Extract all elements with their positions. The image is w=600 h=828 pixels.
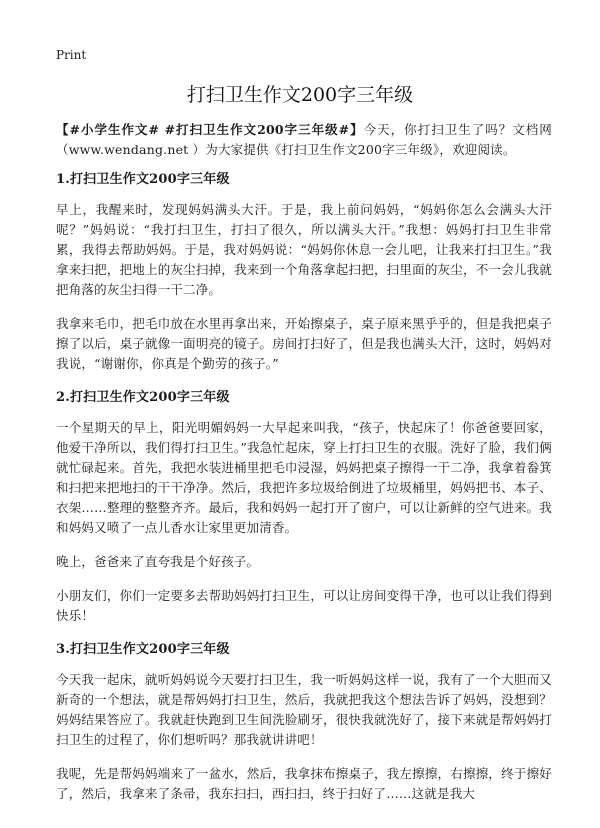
section-heading-3: 3.打扫卫生作文200字三年级 [56, 642, 230, 657]
intro-tag: 【#小学生作文# #打扫卫生作文200字三年级#】 [56, 122, 364, 137]
intro-paragraph [56, 120, 552, 160]
section-2-paragraph-1: 一个星期天的早上，阳光明媚妈妈一大早起来叫我，“孩子，快起床了！你爸爸要回家，他爱干净所以，我们得打扫卫生。”我急忙起床，穿上打扫卫生的衣服。洗好了脸，我们俩就忙碌起来。首先，我把水装进桶里把毛巾浸湿，妈妈把桌子擦得一干二净，我拿着畚箕和扫把来把地扫的干干净净。然后，我把许多垃圾给倒进了垃圾桶里，妈妈把书、本子、衣架……整理的整整齐齐。最后，我和妈妈一起打开了窗户，可以让新鲜的空气进来。我和妈妈又喷了一点儿香水让家里更加清香。 [56, 420, 552, 535]
section-1-paragraph-1: 早上，我醒来时，发现妈妈满头大汗。于是，我上前问妈妈，“妈妈你怎么会满头大汗呢？”妈妈说：“我打扫卫生，打扫了很久，所以满头大汗。”我想：妈妈打扫卫生非常累，我得去帮助妈妈。于是，我对妈妈说：“妈妈你休息一会儿吧，让我来打扫卫生。”我拿来扫把，把地上的灰尘扫掉，我来到一个角落拿起扫把，扫里面的灰尘，不一会儿我就把角落的灰尘扫得一干二净。 [56, 202, 552, 297]
intro-text: 今天，你打扫卫生了吗？文档网（www.wendang.net ）为大家提供《打扫卫生作文200字三年级》，欢迎阅读。 [56, 122, 552, 157]
document-body [56, 120, 552, 818]
document-title: 打扫卫生作文200字三年级 [186, 84, 414, 106]
section-3-paragraph-2: 我呢，先是帮妈妈端来了一盆水，然后，我拿抹布擦桌子，我左擦擦，右擦擦，终于擦好了，然后，我拿来了条帚，我东扫扫，西扫扫，终于扫好了……这就是我大 [56, 766, 552, 801]
print-label: Print [56, 48, 87, 62]
section-heading-2: 2.打扫卫生作文200字三年级 [56, 390, 230, 405]
section-2-paragraph-3: 小朋友们，你们一定要多去帮助妈妈打扫卫生，可以让房间变得干净，也可以让我们得到快乐！ [56, 588, 552, 623]
section-3-paragraph-1: 今天我一起床，就听妈妈说今天要打扫卫生，我一听妈妈这样一说，我有了一个大胆而又新奇的一个想法，就是帮妈妈打扫卫生，然后，我就把我这个想法告诉了妈妈，没想到？妈妈结果答应了。我就赶快跑到卫生间洗脸刷牙，很快我就洗好了，接下来就是帮妈妈打扫卫生的过程了，你们想听吗？那我就讲讲吧！ [56, 672, 552, 747]
section-1-paragraph-2: 我拿来毛巾，把毛巾放在水里再拿出来，开始擦桌子，桌子原来黑乎乎的，但是我把桌子擦了以后，桌子就像一面明亮的镜子。房间打扫好了，但是我也满头大汗，这时，妈妈对我说，“谢谢你，你真是个勤劳的孩子。” [56, 316, 552, 371]
section-heading-1: 1.打扫卫生作文200字三年级 [56, 172, 230, 187]
section-2-paragraph-2: 晚上，爸爸来了直夸我是个好孩子。 [56, 554, 260, 569]
